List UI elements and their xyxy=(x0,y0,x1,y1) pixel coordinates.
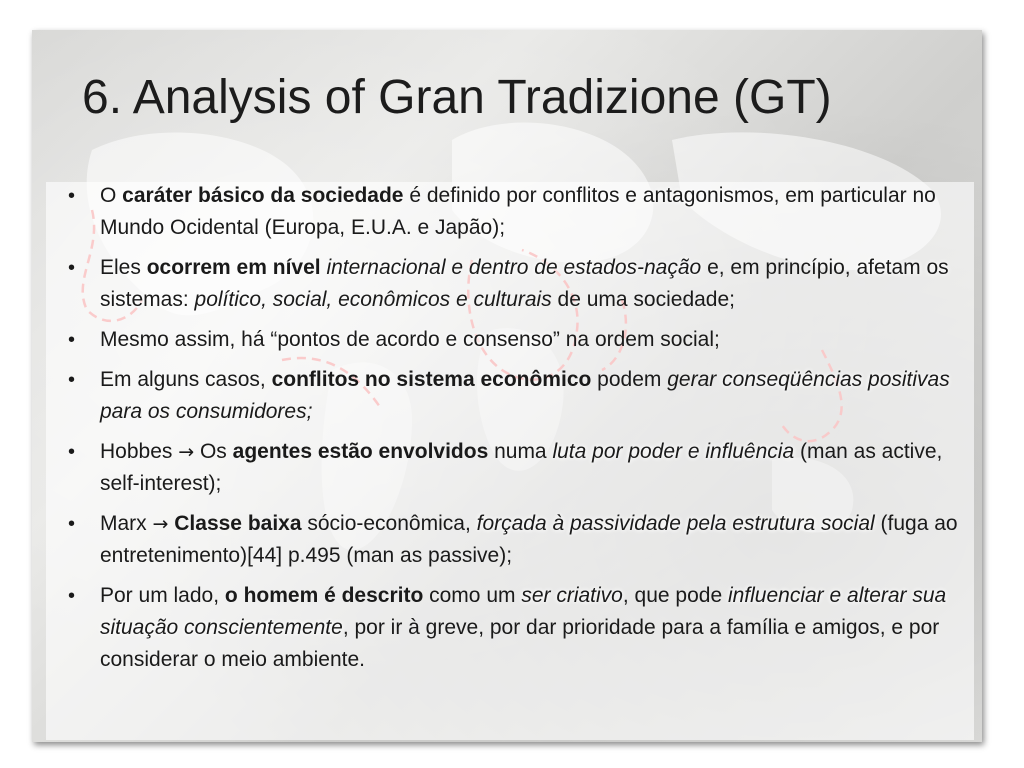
bullet-dot: • xyxy=(68,441,76,463)
bold-text: ocorrem em nível xyxy=(146,256,321,279)
text: é definido por xyxy=(403,184,543,207)
arrow-icon: → xyxy=(178,441,195,463)
highlight-text: conflitos xyxy=(542,184,620,207)
bullet-dot: • xyxy=(68,585,76,607)
bullet-list xyxy=(68,180,958,684)
text: e, em princípio, xyxy=(701,256,857,279)
text: podem xyxy=(591,368,668,391)
text: Os xyxy=(194,440,233,463)
italic-text: gerar xyxy=(667,368,717,391)
bullet-dot: • xyxy=(68,513,76,535)
text: (man as active, self-interest); xyxy=(100,440,943,495)
bullet-item xyxy=(68,324,958,356)
text: Hobbes xyxy=(100,440,179,463)
italic-text: para os consumidores; xyxy=(100,400,313,423)
text: Em alguns casos, xyxy=(100,368,272,391)
highlight-text: antagonismos xyxy=(642,184,774,207)
bullet-item xyxy=(68,580,958,676)
text: sócio-econômica, xyxy=(301,512,477,535)
bullet-item xyxy=(68,436,958,500)
text: Marx xyxy=(100,512,153,535)
bullet-dot: • xyxy=(68,257,76,279)
bold-text: Classe baixa xyxy=(174,512,302,535)
italic-text: dentro de estados-nação xyxy=(468,256,702,279)
text: como um xyxy=(423,584,522,607)
text: Eles xyxy=(100,256,147,279)
slide-title: 6. Analysis of Gran Tradizione (GT) xyxy=(82,71,832,124)
bold-text: caráter básico da sociedade xyxy=(122,184,404,207)
italic-text: influenciar e alterar sua situação conscientemente xyxy=(100,584,947,639)
text: ” na ordem social; xyxy=(552,328,720,351)
bullet-dot: • xyxy=(68,369,76,391)
text: (fuga ao entretenimento)[44] p.495 (man as passive); xyxy=(100,512,958,567)
text: O xyxy=(100,184,123,207)
text: , por ir à greve, por dar prioridade para a família e amigos, e por considerar o meio ambiente. xyxy=(100,616,940,671)
text: numa xyxy=(488,440,553,463)
arrow-icon: → xyxy=(152,513,169,535)
bold-text: agentes estão envolvidos xyxy=(232,440,489,463)
text: Mesmo assim, há “ xyxy=(100,328,278,351)
italic-text: ser criativo xyxy=(521,584,623,607)
bullet-dot: • xyxy=(68,329,76,351)
highlight-text: afetam os sistemas xyxy=(100,256,949,311)
bullet-dot: • xyxy=(68,185,76,207)
text: Por um lado, xyxy=(100,584,225,607)
slide xyxy=(32,30,982,742)
bullet-item xyxy=(68,508,958,572)
bold-text: o homem é descrito xyxy=(224,584,424,607)
text: , em particular no Mundo Ocidental (Europa, E.U.A. e Japão); xyxy=(100,184,936,239)
text: de uma sociedade; xyxy=(551,288,735,311)
bold-text: conflitos no sistema econômico xyxy=(271,368,592,391)
italic-text: internacional xyxy=(326,256,446,279)
text: , que pode xyxy=(622,584,728,607)
italic-text: político, social, econômicos e culturais xyxy=(194,288,552,311)
italic-text: e xyxy=(445,256,469,279)
italic-text: forçada à passividade pela estrutura social xyxy=(476,512,875,535)
italic-text: luta por poder e influência xyxy=(552,440,795,463)
text: e xyxy=(619,184,643,207)
highlight-text: pontos de acordo e consenso xyxy=(277,328,553,351)
bullet-item xyxy=(68,180,958,244)
bullet-item xyxy=(68,252,958,316)
bullet-item xyxy=(68,364,958,428)
text: : xyxy=(182,288,195,311)
italic-text: conseqüências positivas xyxy=(722,368,950,391)
